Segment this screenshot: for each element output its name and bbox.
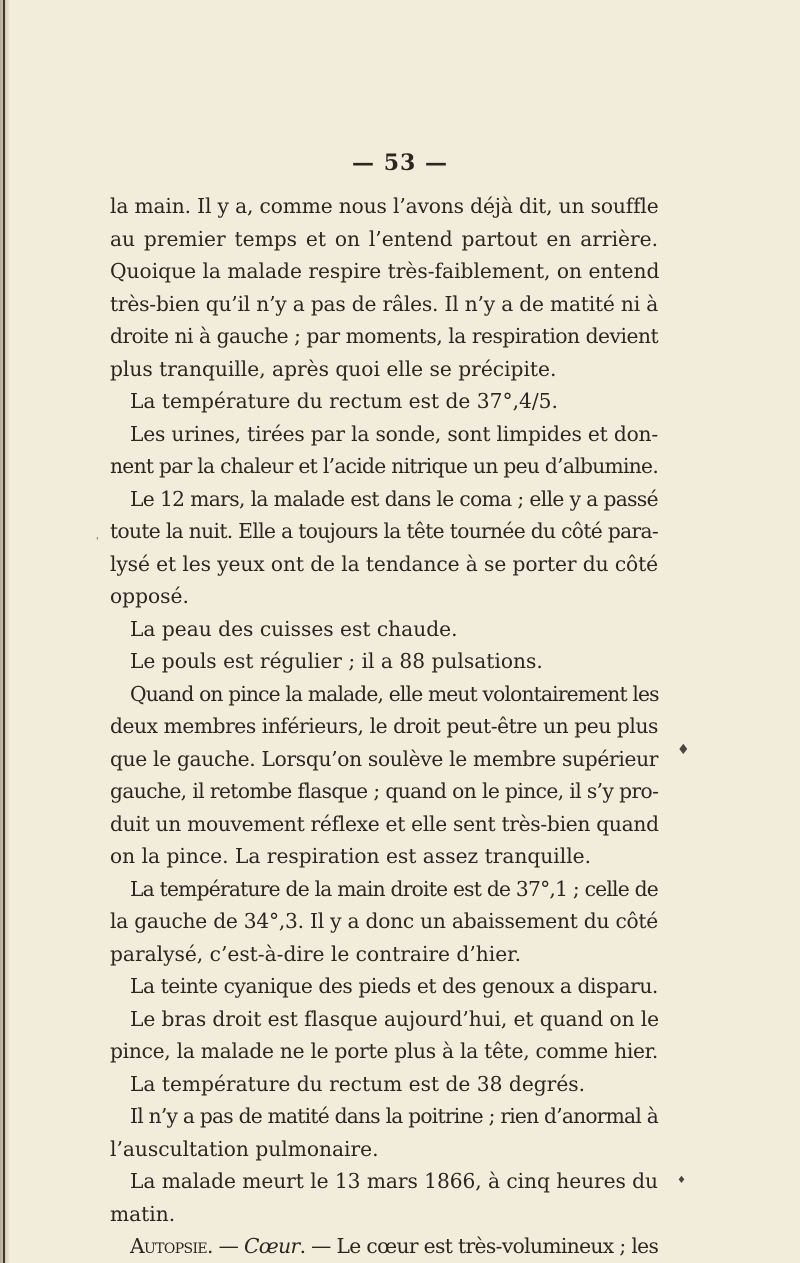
autopsie-label: Autopsie: [130, 1234, 207, 1258]
body-text: [110, 190, 658, 1263]
text-line: La température du rectum est de 37°,4/5.: [130, 389, 558, 413]
text-line: droite ni à gauche ; par moments, la respiration devient: [110, 324, 659, 348]
text-line: Quoique la malade respire très-faiblement, on entend: [110, 259, 660, 283]
print-speck-mark: ♦: [677, 742, 690, 758]
page-left-edge: [0, 0, 10, 1263]
text-lines: [110, 190, 658, 1230]
text-line: paralysé, c’est-à-dire le contraire d’hier.: [110, 941, 522, 966]
text-line: la gauche de 34°,3. Il y a donc un abaissement du côté: [110, 909, 658, 933]
text-line: La température du rectum est de 38 degrés.: [130, 1071, 586, 1096]
text-line: Quand on pince la malade, elle meut volontairement les: [130, 681, 659, 706]
text-line: opposé.: [110, 584, 189, 608]
text-line: l’auscultation pulmonaire.: [110, 1136, 379, 1161]
text-line: plus tranquille, après quoi elle se précipite.: [110, 356, 557, 381]
page-number: — 53 —: [352, 150, 448, 176]
text-line: on la pince. La respiration est assez tranquille.: [110, 844, 592, 868]
text-line: toute la nuit. Elle a toujours la tête tournée du côté para-: [110, 519, 659, 543]
text-line: deux membres inférieurs, le droit peut-être un peu plus: [110, 714, 658, 738]
text-line: matin.: [110, 1201, 176, 1226]
text-line: La température de la main droite est de 37°,1 ; celle de: [130, 876, 658, 901]
text-line: La malade meurt le 13 mars 1866, à cinq heures du: [130, 1169, 658, 1193]
text-line: nent par la chaleur et l’acide nitrique un peu d’albumine.: [110, 454, 659, 478]
text-line: la main. Il y a, comme nous l’avons déjà dit, un souffle: [110, 194, 659, 218]
text-line: très-bien qu’il n’y a pas de râles. Il n’y a de matité ni à: [110, 291, 659, 316]
autopsie-text: . — Le cœur est très-volumineux ; les: [299, 1234, 659, 1258]
text-line-autopsie: [110, 1230, 658, 1263]
text-line: Le pouls est régulier ; il a 88 pulsations.: [130, 649, 543, 673]
text-line: que le gauche. Lorsqu’on soulève le membre supérieur: [110, 746, 659, 771]
print-speck-mark: ': [96, 537, 99, 547]
text-line: La teinte cyanique des pieds et des genoux a disparu.: [130, 974, 658, 998]
text-line: Le 12 mars, la malade est dans le coma ; elle y a passé: [130, 486, 658, 511]
autopsie-separator: . —: [207, 1234, 244, 1258]
page-binding-line: [3, 0, 5, 1263]
text-line: duit un mouvement réflexe et elle sent très-bien quand: [110, 811, 659, 836]
text-line: Il n’y a pas de matité dans la poitrine ; rien d’anormal à: [130, 1104, 658, 1128]
text-line: au premier temps et on l’entend partout en arrière.: [110, 226, 658, 251]
coeur-heading: Cœur: [243, 1234, 300, 1258]
text-line: La peau des cuisses est chaude.: [130, 616, 458, 641]
text-line: lysé et les yeux ont de la tendance à se porter du côté: [110, 551, 658, 576]
print-speck-mark: ♦: [677, 1175, 686, 1186]
text-line: Le bras droit est flasque aujourd’hui, et quand on le: [130, 1006, 660, 1031]
text-line: gauche, il retombe flasque ; quand on le pince, il s’y pro-: [110, 779, 659, 803]
text-line: pince, la malade ne le porte plus à la tête, comme hier.: [110, 1039, 658, 1063]
text-line: Les urines, tirées par la sonde, sont limpides et don-: [130, 421, 658, 446]
